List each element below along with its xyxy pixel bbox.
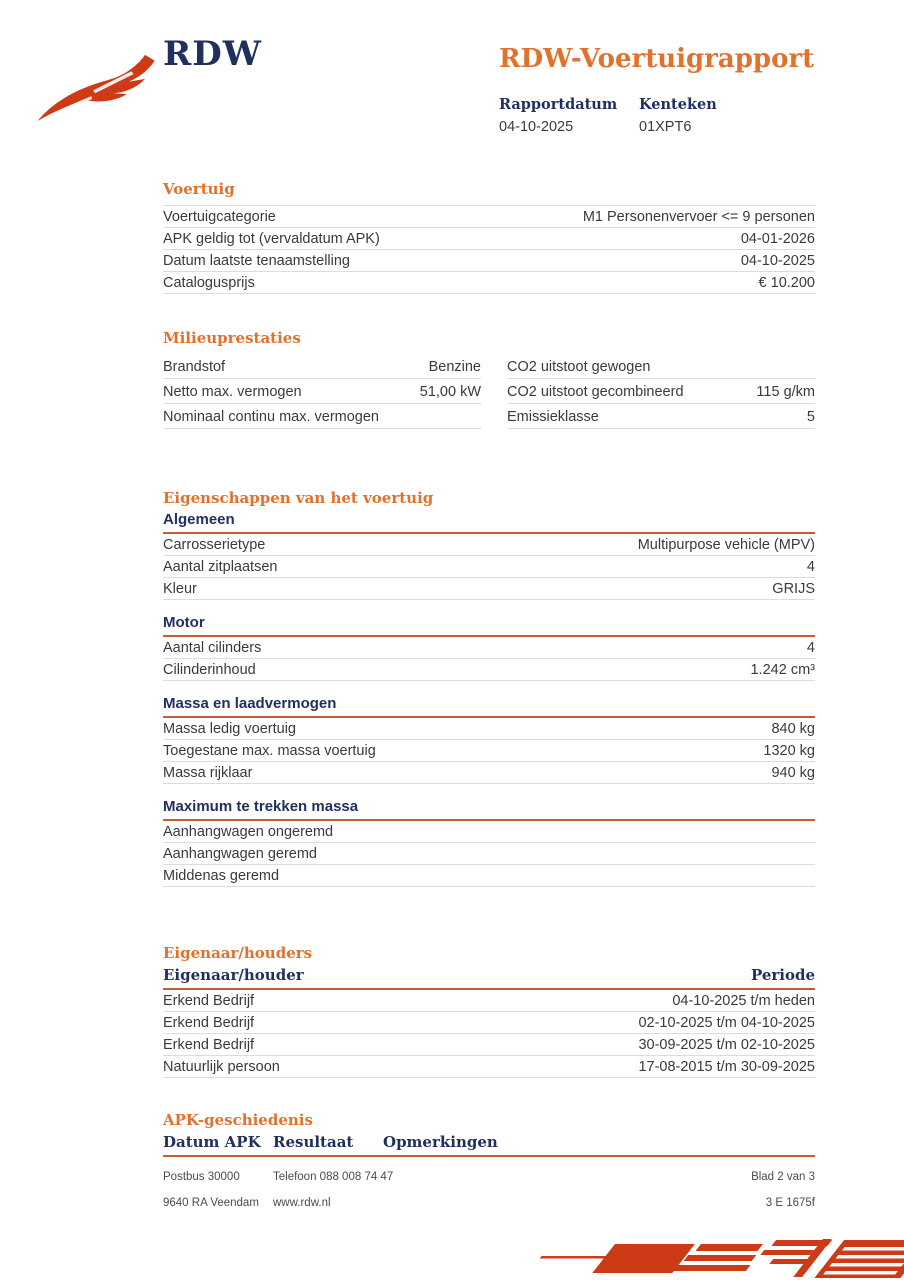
row-value: € 10.200: [758, 275, 815, 291]
row-label: CO2 uitstoot gecombineerd: [507, 384, 684, 400]
table-row: [163, 762, 815, 784]
subsection-algemeen-title: Algemeen: [163, 511, 815, 534]
section-milieuprestaties: [163, 329, 815, 429]
table-row: [163, 1034, 815, 1056]
row-value: 51,00 kW: [419, 384, 481, 400]
table-row: [163, 990, 815, 1012]
section-apk-geschiedenis: [163, 1111, 815, 1157]
table-row: [163, 1056, 815, 1078]
owner-period: 02-10-2025 t/m 04-10-2025: [638, 1015, 815, 1031]
page-footer: [163, 1171, 815, 1223]
column-header-eigenaar: Eigenaar/houder: [163, 966, 304, 984]
table-row: [163, 718, 815, 740]
footer-form-code: 3 E 1675f: [765, 1197, 815, 1209]
table-row: [163, 556, 815, 578]
row-label: Voertuigcategorie: [163, 209, 276, 225]
row-value: 1.242 cm³: [750, 662, 815, 678]
row-value: Benzine: [428, 359, 481, 375]
report-meta: [499, 96, 815, 135]
table-row: [163, 205, 815, 228]
table-row: [163, 354, 815, 379]
row-label: APK geldig tot (vervaldatum APK): [163, 231, 380, 247]
subsection-massa: [163, 695, 815, 784]
row-label: Aanhangwagen ongeremd: [163, 824, 334, 840]
row-label: Massa ledig voertuig: [163, 721, 296, 737]
row-value: 115 g/km: [756, 384, 815, 400]
row-value: 940 kg: [771, 765, 815, 781]
row-label: Kleur: [163, 581, 197, 597]
subsection-massa-title: Massa en laadvermogen: [163, 695, 815, 718]
table-row: [163, 404, 815, 429]
rapportdatum-label: Rapportdatum: [499, 96, 618, 113]
row-label: Emissieklasse: [507, 409, 599, 425]
row-label: Carrosserietype: [163, 537, 266, 553]
owner-period: 04-10-2025 t/m heden: [672, 993, 815, 1009]
row-value: M1 Personenvervoer <= 9 personen: [582, 209, 815, 225]
table-row: [163, 578, 815, 600]
owner-table-header: [163, 966, 815, 990]
table-row: [163, 865, 815, 887]
rapportdatum-value: 04-10-2025: [499, 119, 574, 135]
owner-period: 17-08-2015 t/m 30-09-2025: [638, 1059, 815, 1075]
section-milieuprestaties-title: Milieuprestaties: [163, 329, 301, 347]
table-row: [163, 379, 815, 404]
subsection-motor-title: Motor: [163, 614, 815, 637]
column-header-periode: Periode: [750, 966, 815, 984]
row-label: Aantal cilinders: [163, 640, 262, 656]
section-eigenschappen: [163, 489, 815, 901]
row-value: 5: [806, 409, 815, 425]
row-label: Datum laatste tenaamstelling: [163, 253, 350, 269]
column-header-datum-apk: Datum APK: [163, 1133, 261, 1151]
table-row: [163, 821, 815, 843]
row-value: 1320 kg: [763, 743, 815, 759]
subsection-trekken: [163, 798, 815, 887]
footer-address-line1: Postbus 30000: [163, 1171, 240, 1183]
row-label: Brandstof: [163, 359, 226, 375]
table-row: [163, 1012, 815, 1034]
row-label: Massa rijklaar: [163, 765, 253, 781]
subsection-algemeen: [163, 511, 815, 600]
table-row: [163, 228, 815, 250]
owner-name: Erkend Bedrijf: [163, 1015, 255, 1031]
row-label: CO2 uitstoot gewogen: [507, 359, 651, 375]
row-label: Catalogusprijs: [163, 275, 255, 291]
section-eigenaar-title: Eigenaar/houders: [163, 944, 313, 962]
owner-name: Erkend Bedrijf: [163, 1037, 255, 1053]
row-value: Multipurpose vehicle (MPV): [637, 537, 815, 553]
row-value: 04-10-2025: [740, 253, 815, 269]
row-label: Cilinderinhoud: [163, 662, 256, 678]
footer-website: www.rdw.nl: [273, 1197, 331, 1209]
row-value: 04-01-2026: [740, 231, 815, 247]
apk-table-header: [163, 1133, 815, 1157]
owner-name: Natuurlijk persoon: [163, 1059, 280, 1075]
kenteken-value: 01XPT6: [639, 119, 692, 135]
section-eigenaar-houders: [163, 944, 815, 1078]
row-label: Netto max. vermogen: [163, 384, 302, 400]
section-voertuig-title: Voertuig: [163, 180, 235, 198]
section-apk-title: APK-geschiedenis: [163, 1111, 313, 1129]
owner-name: Erkend Bedrijf: [163, 993, 255, 1009]
rdw-feather-logo-icon: [34, 52, 162, 124]
table-row: [163, 740, 815, 762]
rdw-stripes-decoration: [512, 1235, 904, 1280]
table-row: [163, 659, 815, 681]
subsection-motor: [163, 614, 815, 681]
owner-period: 30-09-2025 t/m 02-10-2025: [638, 1037, 815, 1053]
row-value: 840 kg: [771, 721, 815, 737]
subsection-trekken-title: Maximum te trekken massa: [163, 798, 815, 821]
table-row: [163, 272, 815, 294]
footer-page-number: Blad 2 van 3: [751, 1171, 815, 1183]
row-label: Toegestane max. massa voertuig: [163, 743, 376, 759]
page-title: RDW-Voertuigrapport: [499, 44, 815, 74]
row-value: 4: [806, 559, 815, 575]
section-voertuig: [163, 180, 815, 294]
row-value: GRIJS: [772, 581, 815, 597]
row-label: Middenas geremd: [163, 868, 280, 884]
rdw-logo-text: RDW: [163, 34, 262, 74]
footer-phone: Telefoon 088 008 74 47: [273, 1171, 394, 1183]
footer-address-line2: 9640 RA Veendam: [163, 1197, 259, 1209]
kenteken-label: Kenteken: [639, 96, 717, 113]
row-label: Nominaal continu max. vermogen: [163, 409, 379, 425]
column-header-resultaat: Resultaat: [273, 1133, 354, 1151]
section-eigenschappen-title: Eigenschappen van het voertuig: [163, 489, 434, 507]
table-row: [163, 843, 815, 865]
row-value: 4: [806, 640, 815, 656]
table-row: [163, 250, 815, 272]
row-label: Aanhangwagen geremd: [163, 846, 317, 862]
table-row: [163, 637, 815, 659]
column-header-opmerkingen: Opmerkingen: [383, 1133, 498, 1151]
table-row: [163, 534, 815, 556]
row-label: Aantal zitplaatsen: [163, 559, 278, 575]
